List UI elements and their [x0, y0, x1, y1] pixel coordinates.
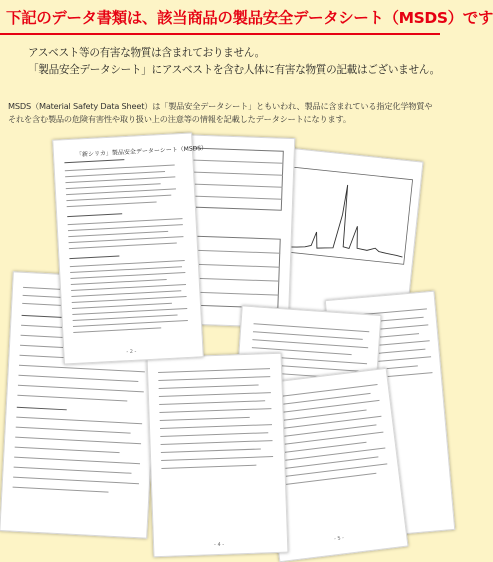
page-number: - 4 -: [214, 541, 225, 549]
msds-description: MSDS（Material Safety Data Sheet）は「製品安全データシート」ともいわれ、製品に含まれている指定化学物質やそれを含む製品の危険有害性や取り扱い上の注意等の情報を記載したデータシートになります。: [8, 101, 433, 124]
notice-line-2: 「製品安全データシート」にアスベストを含む人体に有害な物質の記載はございません。: [28, 64, 440, 76]
title-underline: [0, 33, 440, 35]
asbestos-notice: [28, 45, 438, 79]
msds-document-collage: [0, 130, 440, 549]
page-number: - 2 -: [126, 348, 137, 356]
page-number: - 5 -: [333, 535, 345, 543]
notice-line-1: アスベスト等の有害な物質は含まれておりません。: [28, 47, 265, 59]
msds-sheet-main: [52, 132, 208, 364]
msds-sheet-heading: 「新シリカ」製品安全データーシート（MSDS）: [75, 144, 208, 159]
page-title: 下記のデータ書類は、該当商品の製品安全データシート（MSDS）です: [6, 9, 493, 27]
msds-sheet-bottom-middle: [147, 353, 289, 558]
